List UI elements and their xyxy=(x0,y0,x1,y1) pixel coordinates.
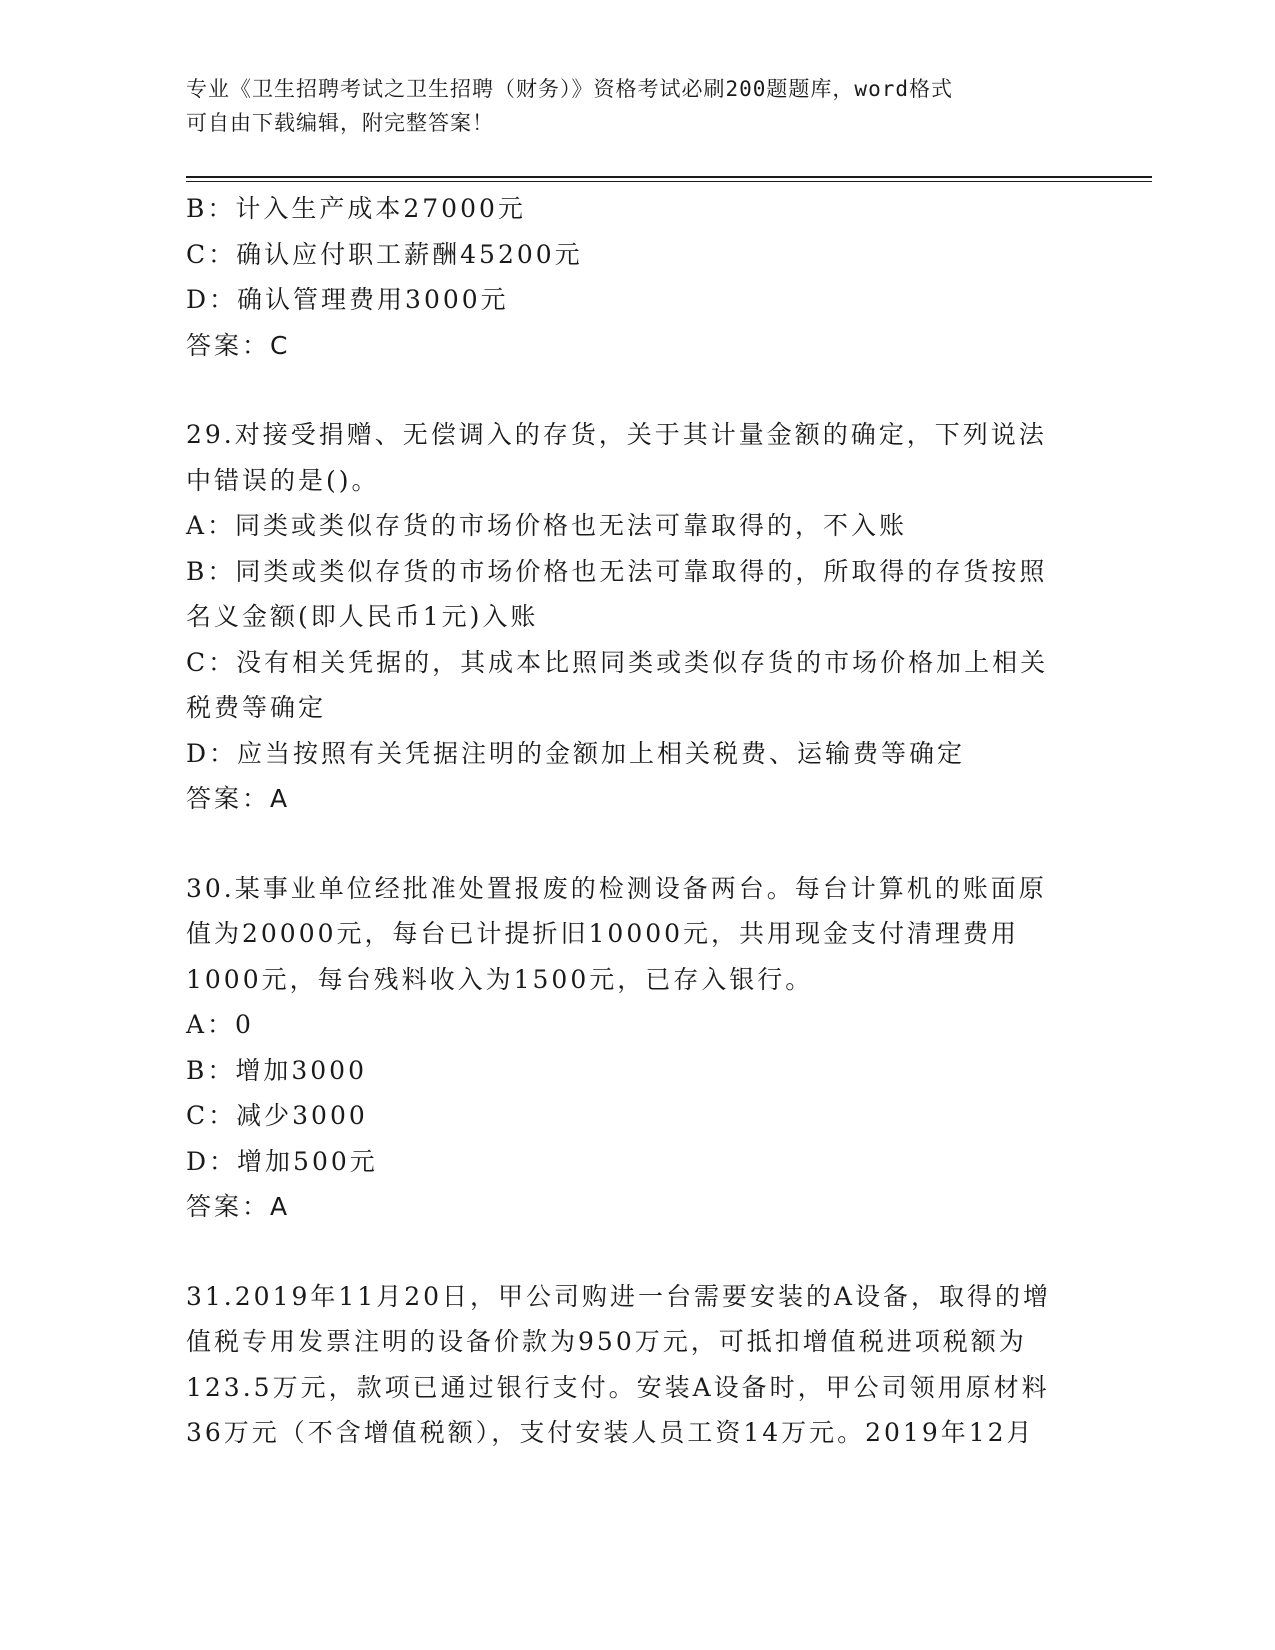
answer-line: 答案：A xyxy=(186,1192,291,1221)
question-stem-cont: 123.5万元，款项已通过银行支付。安装A设备时，甲公司领用原材料 xyxy=(186,1372,1050,1402)
answer-line: 答案：A xyxy=(186,784,291,813)
header-divider-thick xyxy=(186,176,1152,178)
option-b: B：同类或类似存货的市场价格也无法可靠取得的，所取得的存货按照 xyxy=(186,556,1048,586)
question-stem-cont: 值税专用发票注明的设备价款为950万元，可抵扣增值税进项税额为 xyxy=(186,1327,1027,1356)
question-31 xyxy=(186,1274,1076,1456)
question-29 xyxy=(186,412,1076,822)
option-b: B：增加3000 xyxy=(186,1055,367,1085)
question-stem-cont: 36万元（不含增值税额），支付安装人员工资14万元。2019年12月 xyxy=(186,1418,1035,1447)
option-c-cont: 税费等确定 xyxy=(186,693,327,722)
question-stem: 30.某事业单位经批准处置报废的检测设备两台。每台计算机的账面原 xyxy=(186,873,1047,903)
option-d: D：应当按照有关凭据注明的金额加上相关税费、运输费等确定 xyxy=(186,738,966,768)
question-30 xyxy=(186,866,1076,1230)
option-b: B：计入生产成本27000元 xyxy=(186,194,526,223)
question-stem-cont: 值为20000元，每台已计提折旧10000元，共用现金支付清理费用 xyxy=(186,919,1020,948)
question-stem-cont: 1000元，每台残料收入为1500元，已存入银行。 xyxy=(186,964,814,994)
option-a: A：同类或类似存货的市场价格也无法可靠取得的，不入账 xyxy=(186,511,908,540)
question-stem: 29.对接受捐赠、无偿调入的存货，关于其计量金额的确定，下列说法 xyxy=(186,420,1047,449)
answer-line: 答案：C xyxy=(186,330,291,360)
header-title-line-1: 专业《卫生招聘考试之卫生招聘（财务）》资格考试必刷200题题库，word格式 xyxy=(186,77,953,101)
question-content xyxy=(186,186,1076,1456)
option-c: C：减少3000 xyxy=(186,1101,368,1130)
header-title-line-2: 可自由下载编辑，附完整答案！ xyxy=(186,111,494,135)
option-d: D：增加500元 xyxy=(186,1146,378,1176)
question-stem-cont: 中错误的是()。 xyxy=(186,465,380,495)
document-header xyxy=(186,72,1066,140)
option-a: A：0 xyxy=(186,1010,254,1039)
option-c: C：没有相关凭据的，其成本比照同类或类似存货的市场价格加上相关 xyxy=(186,647,1049,677)
header-divider-thin xyxy=(186,181,1152,182)
option-b-cont: 名义金额(即人民币1元)入账 xyxy=(186,602,539,631)
question-28 xyxy=(186,186,1076,368)
option-d: D：确认管理费用3000元 xyxy=(186,285,509,314)
option-c: C：确认应付职工薪酬45200元 xyxy=(186,239,583,269)
question-stem: 31.2019年11月20日，甲公司购进一台需要安装的A设备，取得的增 xyxy=(186,1281,1052,1311)
